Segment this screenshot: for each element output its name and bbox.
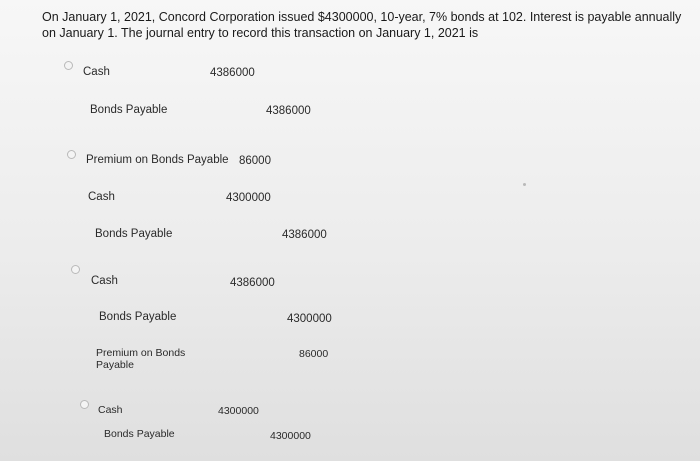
debit-amount: 86000 xyxy=(239,155,271,167)
credit-amount: 4386000 xyxy=(266,105,311,117)
debit-amount: 4300000 xyxy=(226,192,271,204)
question-text: On January 1, 2021, Concord Corporation issued $4300000, 10-year, 7% bonds at 102. Interest is payable annually on January 1. The journal entry to record this transaction on January 1, 2021 is xyxy=(42,10,682,40)
credit-amount: 4300000 xyxy=(287,313,332,325)
account-cash: Cash xyxy=(88,191,115,203)
account-bonds-payable: Bonds Payable xyxy=(90,104,168,116)
account-cash: Cash xyxy=(91,275,118,287)
account-cash: Cash xyxy=(83,66,110,78)
account-bonds-payable: Bonds Payable xyxy=(95,228,173,240)
debit-amount: 4386000 xyxy=(230,277,275,289)
account-bonds-payable: Bonds Payable xyxy=(99,311,177,323)
radio-button-a[interactable] xyxy=(64,61,73,70)
radio-button-c[interactable] xyxy=(71,265,80,274)
page-dot xyxy=(523,183,526,186)
credit-amount: 4386000 xyxy=(282,229,327,241)
radio-button-d[interactable] xyxy=(80,400,89,409)
account-cash: Cash xyxy=(98,404,123,416)
debit-amount: 4386000 xyxy=(210,67,255,79)
debit-amount: 4300000 xyxy=(218,405,259,417)
account-premium-on-bonds-payable: Premium on Bonds Payable xyxy=(86,154,229,166)
radio-button-b[interactable] xyxy=(67,150,76,159)
account-premium-on-bonds-payable: Premium on Bonds Payable xyxy=(96,347,186,371)
credit-amount: 4300000 xyxy=(270,430,311,442)
credit-amount: 86000 xyxy=(299,348,329,360)
account-bonds-payable: Bonds Payable xyxy=(104,428,175,440)
